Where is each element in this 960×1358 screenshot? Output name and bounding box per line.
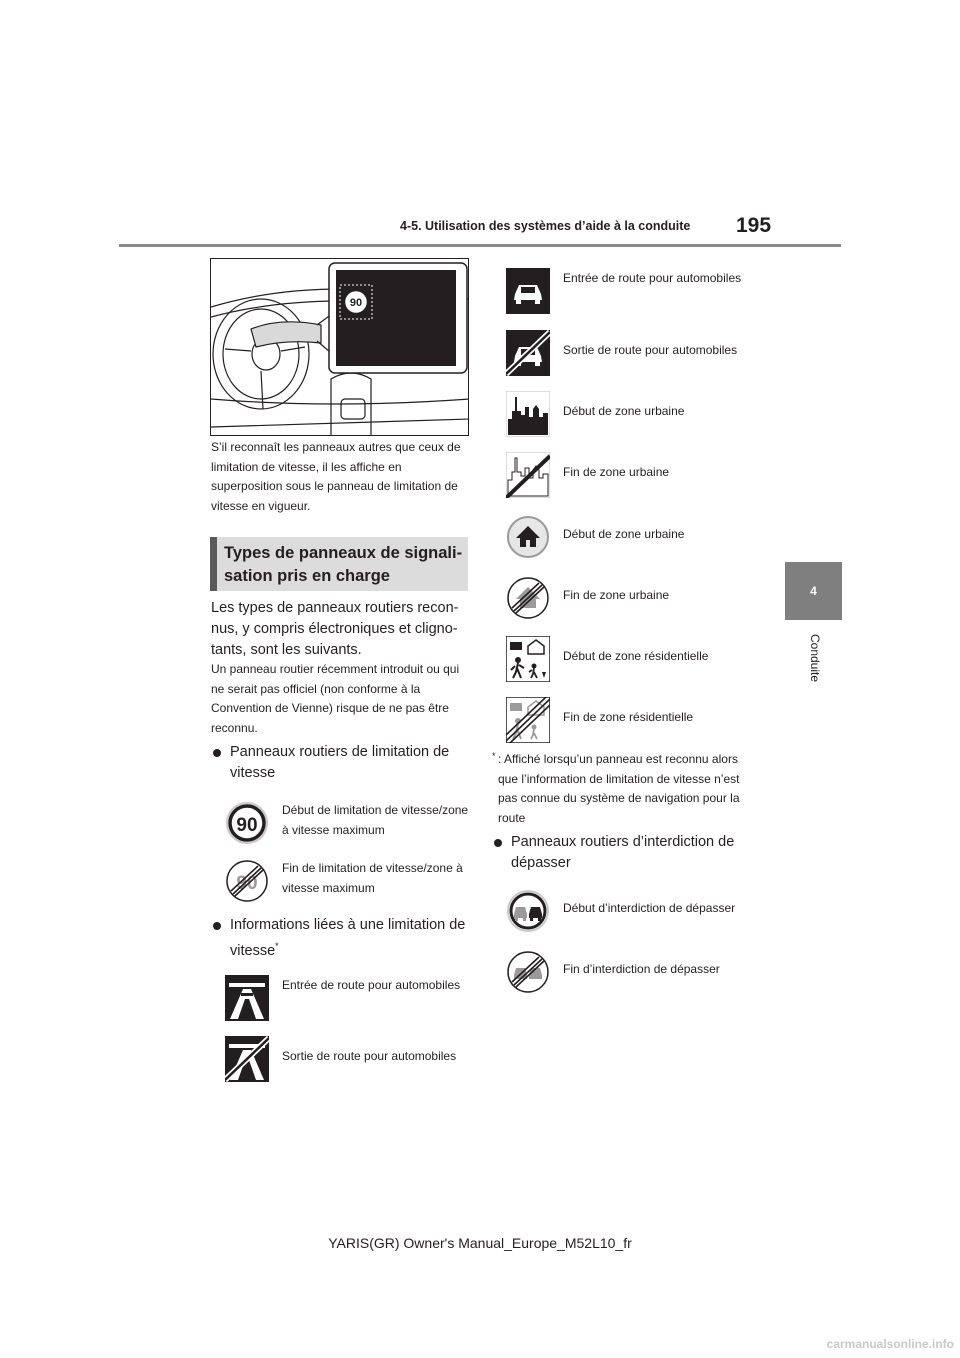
- sign-label: Début de zone résidentielle: [563, 649, 709, 663]
- sign-row: [506, 888, 761, 934]
- urban-zone-house-end-icon: [506, 575, 550, 621]
- sign-row: [225, 975, 480, 1021]
- sign-label: Début de zone urbaine: [563, 527, 685, 541]
- section-heading: Types de panneaux de signali- sation pris en charge: [210, 537, 468, 591]
- watermark: carmanualsonline.info: [826, 1337, 954, 1351]
- display-screen: [336, 270, 456, 366]
- motorway-start-icon: [225, 975, 269, 1021]
- sign-row: [506, 697, 761, 743]
- car-road-start-icon: [506, 268, 550, 314]
- sign-row: [506, 949, 761, 995]
- motorway-end-icon: [225, 1036, 269, 1082]
- sign-label: Entrée de route pour automobiles: [563, 271, 742, 285]
- bullet-speed-limit: Panneaux routiers de limitation de vitesse: [213, 742, 473, 784]
- illustration-caption: S’il reconnaît les panneaux autres que ceux de limitation de vitesse, il les affiche en superposition sous le panneau de limitation de vitesse en vigueur.: [211, 440, 461, 513]
- residential-zone-start-icon: [506, 636, 550, 682]
- sign-label: Fin de zone urbaine: [563, 588, 670, 602]
- chapter-number: 4: [810, 584, 817, 598]
- svg-text:90: 90: [236, 815, 258, 836]
- sign-row: [506, 514, 761, 560]
- bullet-info: Informations liées à une limitation de vitesse*: [213, 915, 473, 962]
- sign-row: [506, 452, 761, 498]
- sign-label: Sortie de route pour automobiles: [282, 1049, 457, 1063]
- speed-limit-90-icon: [225, 800, 269, 846]
- chapter-tab[interactable]: [785, 562, 842, 620]
- sign-label: Fin d’interdiction de dépasser: [563, 962, 720, 976]
- urban-zone-start-icon: [506, 391, 550, 437]
- bullet-dot: [213, 749, 221, 757]
- sign-row: [506, 330, 761, 376]
- sign-label: Fin de zone résidentielle: [563, 710, 694, 724]
- sign-row: [225, 800, 480, 846]
- sign-label: Sortie de route pour automobiles: [563, 343, 738, 357]
- dashboard-illustration: [210, 258, 469, 436]
- footnote: [492, 750, 752, 828]
- no-overtaking-icon: [506, 888, 550, 934]
- intro-paragraph: Les types de panneaux routiers reconnus, y compris électroniques et clignotants, sont les suivants.: [211, 600, 459, 658]
- sign-label: Début d’interdiction de dépasser: [563, 901, 736, 915]
- footer-manual-id: YARIS(GR) Owner's Manual_Europe_M52L10_fr: [328, 1235, 632, 1251]
- sign-row: [225, 858, 480, 904]
- sign-row: [506, 391, 761, 437]
- residential-zone-end-icon: [506, 697, 550, 743]
- dashboard-drawing: [211, 259, 469, 436]
- sign-row: [506, 268, 761, 314]
- note-paragraph: Un panneau routier récemment introduit ou qui ne serait pas officiel (non conforme à la Convention de Vienne) risque de ne pas être reconnu.: [211, 662, 460, 735]
- svg-text:90: 90: [236, 873, 258, 894]
- footnote-mark: *: [275, 941, 279, 951]
- page-number: 195: [736, 214, 772, 237]
- sign-label: Fin de limitation de vitesse/zone à vitesse maximum: [282, 861, 463, 895]
- section-title: 4-5. Utilisation des systèmes d’aide à la conduite: [400, 219, 691, 233]
- chapter-label: Conduite: [807, 633, 822, 683]
- sign-label: Début de zone urbaine: [563, 404, 685, 418]
- illustration-speed-value: 90: [349, 297, 363, 309]
- urban-zone-house-start-icon: [506, 514, 550, 560]
- sign-row: [225, 1036, 480, 1082]
- sign-label: Fin de zone urbaine: [563, 465, 670, 479]
- urban-zone-end-icon: [506, 452, 550, 498]
- end-speed-limit-90-icon: [225, 858, 269, 904]
- footnote-mark: *: [492, 751, 496, 761]
- sign-row: [506, 636, 761, 682]
- footnote-text: : Affiché lorsqu’un panneau est reconnu alors que l’information de limitation de vitesse n’est pas connue du système de navigation pour la route: [498, 752, 740, 825]
- bullet-dot: [494, 839, 502, 847]
- bullet-dot: [213, 922, 221, 930]
- sign-row: [506, 575, 761, 621]
- end-no-overtaking-icon: [506, 949, 550, 995]
- bullet-overtaking: Panneaux routiers d’interdiction de dépasser: [494, 832, 754, 874]
- car-road-end-icon: [506, 330, 550, 376]
- header-rule: [119, 244, 841, 247]
- sign-label: Début de limitation de vitesse/zone à vitesse maximum: [282, 803, 469, 837]
- sign-label: Entrée de route pour automobiles: [282, 978, 461, 992]
